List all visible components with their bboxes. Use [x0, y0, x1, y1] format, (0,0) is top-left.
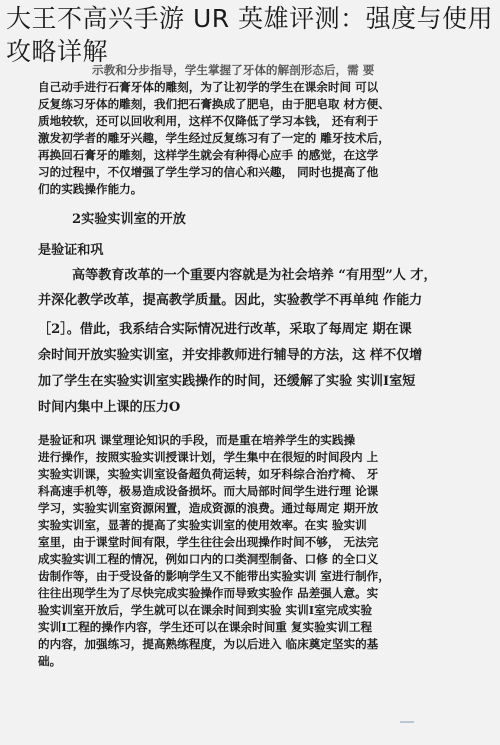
- text-line: 反复练习牙体的雕刻，我们把石膏换成了肥皂，由于肥皂取 材方便、: [38, 97, 390, 111]
- text-line: 础。: [38, 654, 62, 668]
- text-line: 时间内集中上课的压力O: [38, 400, 181, 415]
- text-line: 往往出现学生为了尽快完成实验操作而导致实验作 品差强人意。实: [38, 586, 379, 600]
- text-line: 们的实践操作能力。: [38, 182, 143, 196]
- section-subheading: 是验证和巩: [38, 243, 104, 258]
- text-line: 的内容，加强练习，提高熟练程度，为以后进入 临床奠定坚实的基: [38, 637, 379, 651]
- text-line: ［2］。借此，我系结合实际情况进行改革，采取了每周定 期在课: [38, 322, 412, 337]
- text-line: 高等教育改革的一个重要内容就是为社会培养 “有用型”人 才，: [72, 268, 437, 283]
- text-line: 加了学生在实验实训室实践操作的时间，还缓解了实验 实训I室短: [38, 374, 416, 389]
- text-line: 验实训室开放后，学生就可以在课余时间到实验 实训I室完成实验: [38, 603, 373, 617]
- text-line: 学习，实验实训室资源闲置，造成资源的浪费。通过每周定 期开放: [38, 501, 379, 515]
- text-line: 示教和分步指导，学生掌握了牙体的解剖形态后，需 要: [92, 63, 375, 77]
- text-line: 实训I工程的操作内容，学生还可以在课余时间重 复实验实训工程: [38, 620, 373, 634]
- text-line: 科高速手机等，极易造成设备损坏。而大局部时间学生进行理 论课: [38, 484, 379, 498]
- text-line: 余时间开放实验实训室，并安排教师进行辅导的方法，这 样不仅增: [38, 348, 423, 363]
- scan-mark: [400, 721, 414, 723]
- text-line: 齿制作等，由于受设备的影响学生又不能带出实验实训 室进行制作，: [38, 569, 390, 583]
- text-line: 进行操作，按照实验实训授课计划，学生集中在很短的时间段内 上: [38, 450, 379, 464]
- text-line: 激发初学者的雕牙兴趣，学生经过反复练习有了一定的 雕牙技术后，: [38, 131, 390, 145]
- text-line: 再换回石膏牙的雕刻，这样学生就会有种得心应手 的感觉，在这学: [38, 148, 379, 162]
- text-line: 并深化教学改革，提高教学质量。因此，实验教学不再单纯 作能力: [38, 293, 423, 308]
- text-line: 实验实训室，显著的提高了实验实训室的使用效率。在实 验实训: [38, 518, 367, 532]
- text-line: 室里，由于课堂时间有限，学生往往会出现操作时间不够， 无法完: [38, 535, 379, 549]
- text-line: 成实验实训工程的情况，例如口内的口类洞型制备、口修 的全口义: [38, 552, 379, 566]
- text-line: 是验证和巩 课堂理论知识的手段，而是重在培养学生的实践操: [38, 433, 356, 447]
- section-heading: 2实验实训室的开放: [72, 212, 186, 227]
- text-line: 实验实训课，实验实训室设备超负荷运转，如牙科综合治疗椅、 牙: [38, 467, 379, 481]
- text-line: 自己动手进行石膏牙体的雕刻，为了让初学的学生在课余时间 可以: [38, 80, 379, 94]
- page-title: 大王不高兴手游 UR 英雄评测：强度与使用攻略详解: [6, 4, 494, 66]
- text-line: 质地较软，还可以回收利用，这样不仅降低了学习本钱， 还有利于: [38, 114, 379, 128]
- text-line: 习的过程中，不仅增强了学生学习的信心和兴趣， 同时也提高了他: [38, 165, 379, 179]
